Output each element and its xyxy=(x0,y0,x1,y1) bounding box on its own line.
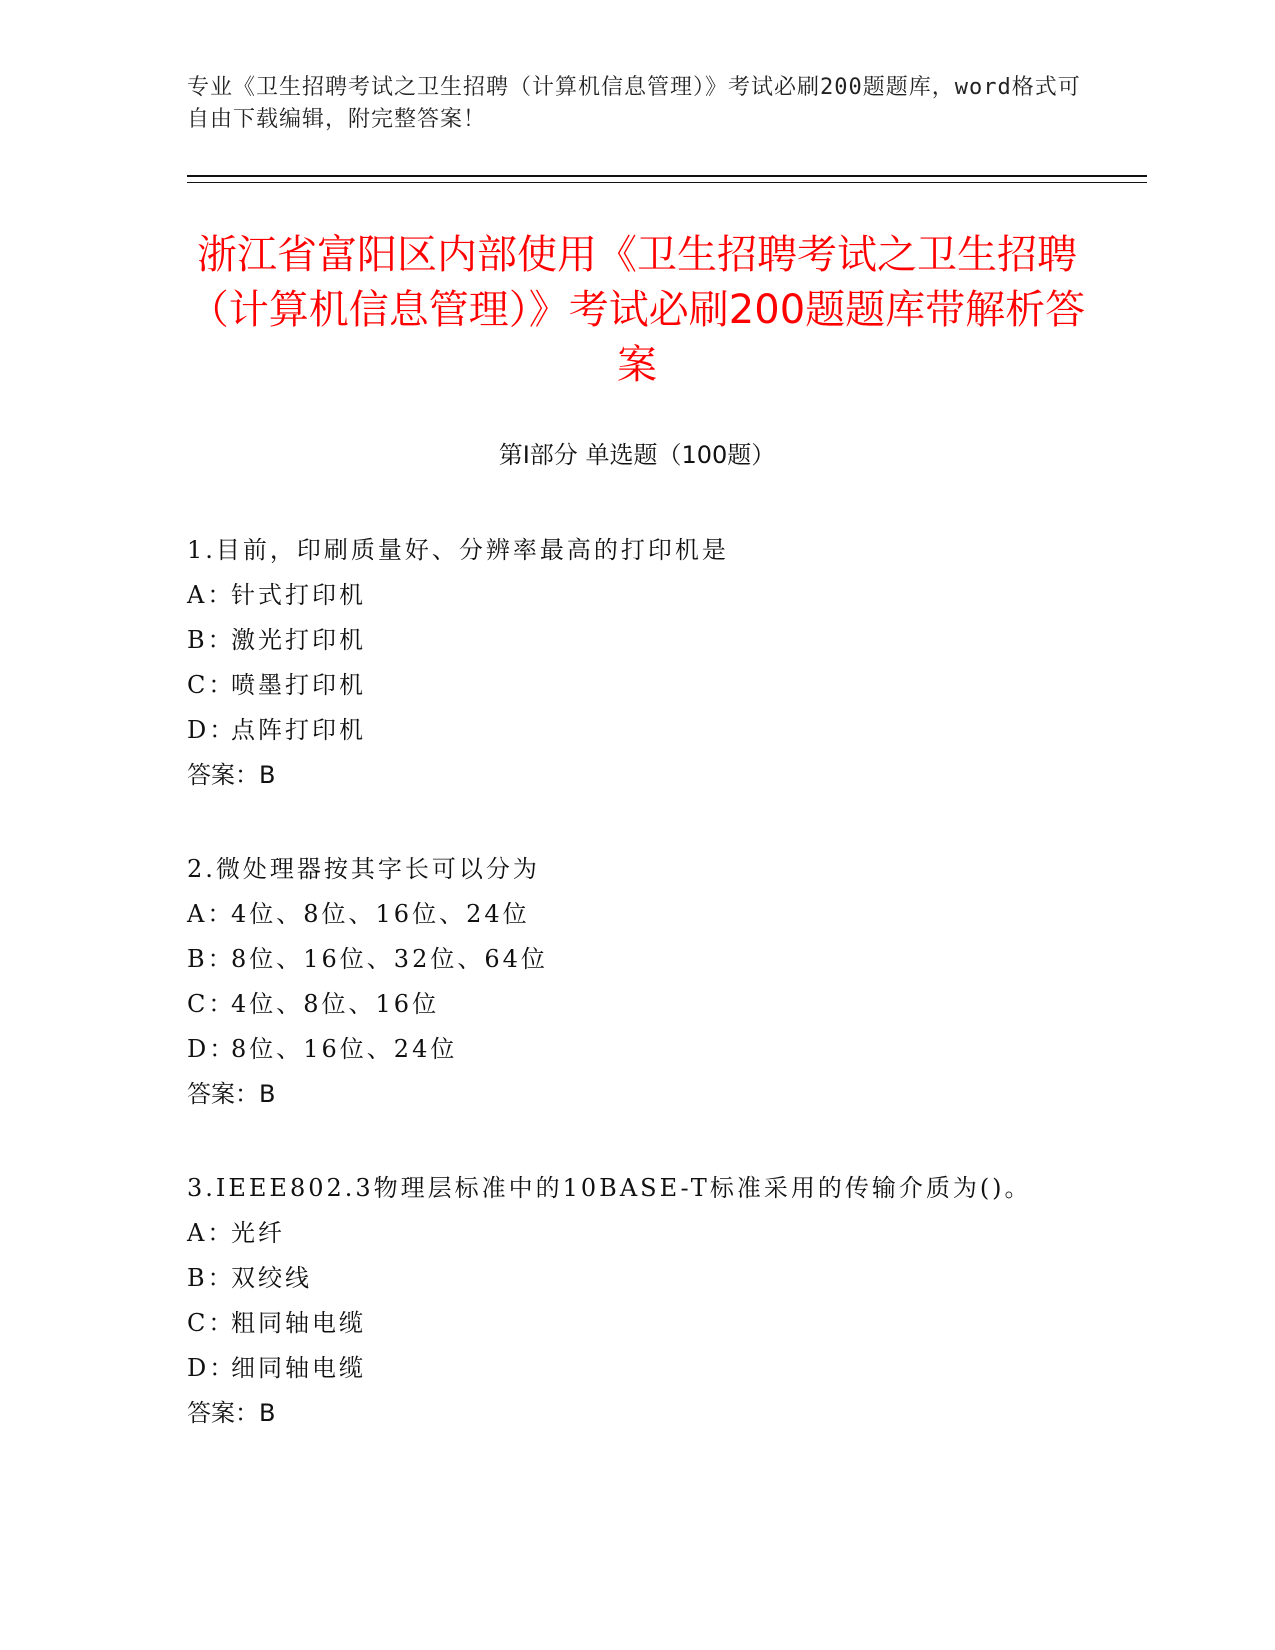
option-text: 8位、16位、24位 xyxy=(231,1035,458,1063)
option-text: 激光打印机 xyxy=(231,626,366,654)
option-text: 粗同轴电缆 xyxy=(231,1309,366,1337)
option-key: D： xyxy=(187,716,237,744)
section-title: 第Ⅰ部分 单选题（100题） xyxy=(498,441,776,469)
option-key: A： xyxy=(187,581,235,609)
option-c xyxy=(187,982,1137,1027)
option-text: 细同轴电缆 xyxy=(231,1354,366,1382)
option-b xyxy=(187,1256,1137,1301)
option-text: 4位、8位、16位 xyxy=(231,990,440,1018)
option-key: A： xyxy=(187,1219,235,1247)
option-d xyxy=(187,1346,1137,1391)
option-key: B： xyxy=(187,1264,235,1292)
answer: 答案：B xyxy=(187,1399,276,1427)
question-stem: 2.微处理器按其字长可以分为 xyxy=(187,855,540,883)
header-note: 专业《卫生招聘考试之卫生招聘（计算机信息管理）》考试必刷200题题库，word格式可自由下载编辑，附完整答案！ xyxy=(187,75,1081,132)
answer: 答案：B xyxy=(187,1080,276,1108)
document-title: 浙江省富阳区内部使用《卫生招聘考试之卫生招聘（计算机信息管理）》考试必刷200题题库带解析答案 xyxy=(188,232,1086,388)
question-stem: 3.IEEE802.3物理层标准中的10BASE-T标准采用的传输介质为()。 xyxy=(187,1174,1032,1202)
option-key: D： xyxy=(187,1035,237,1063)
option-text: 光纤 xyxy=(231,1219,285,1247)
header-divider-thin xyxy=(187,182,1147,183)
option-b xyxy=(187,937,1137,982)
option-d xyxy=(187,1027,1137,1072)
option-c xyxy=(187,1301,1137,1346)
option-key: A： xyxy=(187,900,235,928)
question-stem: 1.目前，印刷质量好、分辨率最高的打印机是 xyxy=(187,536,729,564)
option-d xyxy=(187,708,1137,753)
question-1 xyxy=(187,528,1137,798)
option-a xyxy=(187,573,1137,618)
option-key: C： xyxy=(187,1309,236,1337)
question-3 xyxy=(187,1166,1137,1436)
option-key: C： xyxy=(187,671,236,699)
header-divider-thick xyxy=(187,175,1147,177)
answer: 答案：B xyxy=(187,761,276,789)
option-a xyxy=(187,1211,1137,1256)
option-text: 针式打印机 xyxy=(231,581,366,609)
option-key: B： xyxy=(187,945,235,973)
option-text: 喷墨打印机 xyxy=(231,671,366,699)
option-key: B： xyxy=(187,626,235,654)
option-key: D： xyxy=(187,1354,237,1382)
option-text: 8位、16位、32位、64位 xyxy=(231,945,548,973)
option-b xyxy=(187,618,1137,663)
question-2 xyxy=(187,847,1137,1117)
option-c xyxy=(187,663,1137,708)
option-a xyxy=(187,892,1137,937)
option-text: 点阵打印机 xyxy=(231,716,366,744)
option-text: 双绞线 xyxy=(231,1264,312,1292)
option-text: 4位、8位、16位、24位 xyxy=(231,900,530,928)
option-key: C： xyxy=(187,990,236,1018)
